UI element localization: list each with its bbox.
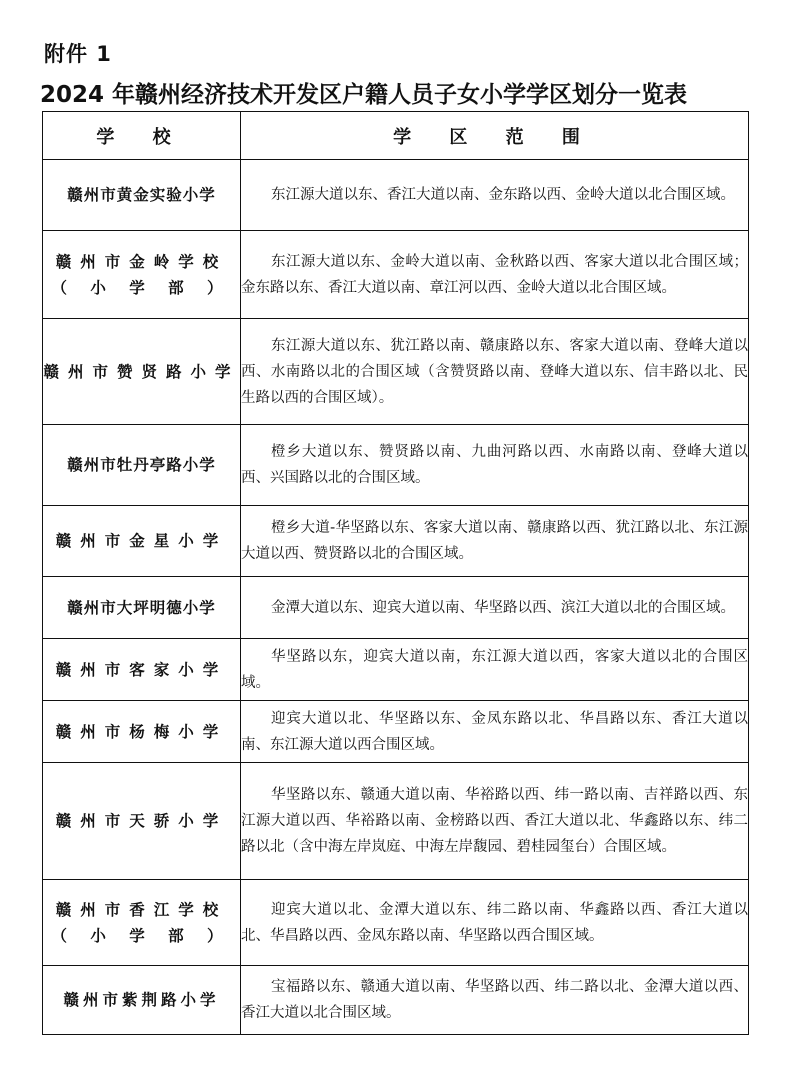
table-row: [43, 506, 749, 577]
table-row: [43, 639, 749, 701]
district-range: 橙乡大道以东、赞贤路以南、九曲河路以西、水南路以南、登峰大道以西、兴国路以北的合围区域。: [241, 425, 749, 506]
table-row: [43, 231, 749, 319]
district-range: 宝福路以东、赣通大道以南、华坚路以西、纬二路以北、金潭大道以西、香江大道以北合围区域。: [241, 966, 749, 1035]
table-row: [43, 425, 749, 506]
table-row: [43, 880, 749, 966]
district-range: 东江源大道以东、犹江路以南、赣康路以东、客家大道以南、登峰大道以西、水南路以北的合围区域（含赞贤路以南、登峰大道以东、信丰路以北、民生路以西的合围区域）。: [241, 319, 749, 425]
district-range: 迎宾大道以北、金潭大道以东、纬二路以南、华鑫路以西、香江大道以北、华昌路以西、金凤东路以南、华坚路以西合围区域。: [241, 880, 749, 966]
school-name-sub: （ 小 学 部 ）: [51, 926, 232, 945]
school-name-cell: [43, 880, 241, 966]
school-name: 赣州市大坪明德小学: [43, 577, 241, 639]
table-row: [43, 319, 749, 425]
column-header-range: 学 区 范 围: [241, 112, 749, 160]
school-name: 赣州市紫荆路小学: [43, 966, 241, 1035]
school-name: 赣州市牡丹亭路小学: [43, 425, 241, 506]
school-district-table: [42, 111, 749, 1035]
attachment-label: 附件 1: [44, 42, 112, 66]
school-name: 赣州市天骄小学: [43, 763, 241, 880]
district-range: 金潭大道以东、迎宾大道以南、华坚路以西、滨江大道以北的合围区域。: [241, 577, 749, 639]
district-range: 华坚路以东、赣通大道以南、华裕路以西、纬一路以南、吉祥路以西、东江源大道以西、华裕路以南、金榜路以西、香江大道以北、华鑫路以东、纬二路以北（含中海左岸岚庭、中海左岸馥园、碧桂园玺台）合围区域。: [241, 763, 749, 880]
school-name: 赣州市客家小学: [43, 639, 241, 701]
district-range: 迎宾大道以北、华坚路以东、金凤东路以北、华昌路以东、香江大道以南、东江源大道以西合围区域。: [241, 701, 749, 763]
school-name: 赣州市金星小学: [43, 506, 241, 577]
school-name: 赣州市赞贤路小学: [43, 319, 241, 425]
school-name: 赣州市金岭学校: [55, 252, 228, 271]
table-row: [43, 763, 749, 880]
table-row: [43, 966, 749, 1035]
column-header-school: 学 校: [43, 112, 241, 160]
district-range: 东江源大道以东、金岭大道以南、金秋路以西、客家大道以北合围区域；金东路以东、香江大道以南、章江河以西、金岭大道以北合围区域。: [241, 231, 749, 319]
table-row: [43, 577, 749, 639]
district-range: 橙乡大道-华坚路以东、客家大道以南、赣康路以西、犹江路以北、东江源大道以西、赞贤路以北的合围区域。: [241, 506, 749, 577]
school-name: 赣州市杨梅小学: [43, 701, 241, 763]
table-row: [43, 701, 749, 763]
district-range: 东江源大道以东、香江大道以南、金东路以西、金岭大道以北合围区域。: [241, 160, 749, 231]
school-name: 赣州市黄金实验小学: [43, 160, 241, 231]
page-title: 2024 年赣州经济技术开发区户籍人员子女小学学区划分一览表: [40, 82, 688, 108]
district-range: 华坚路以东，迎宾大道以南，东江源大道以西，客家大道以北的合围区域。: [241, 639, 749, 701]
table-row: [43, 160, 749, 231]
school-name-sub: （ 小 学 部 ）: [51, 278, 232, 297]
table-header-row: [43, 112, 749, 160]
school-name: 赣州市香江学校: [55, 900, 228, 919]
school-name-cell: [43, 231, 241, 319]
